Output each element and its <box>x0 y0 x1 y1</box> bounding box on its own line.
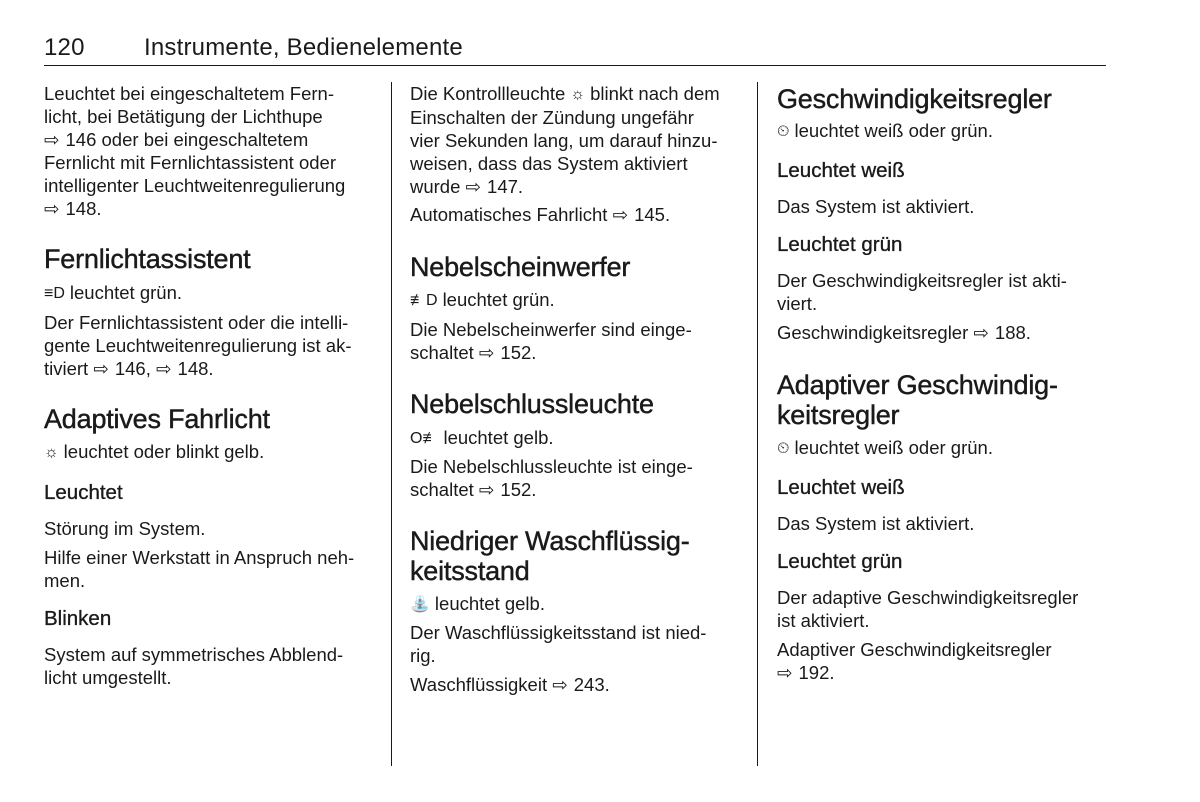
text-span: schaltet <box>410 342 474 363</box>
column-divider <box>391 82 392 766</box>
text-line <box>777 321 1109 344</box>
text-line: Fernlicht mit Fernlichtassistent oder <box>44 152 336 173</box>
status-text: leuchtet gelb. <box>434 593 545 614</box>
nebel-description <box>410 318 742 364</box>
status-line <box>777 119 1109 143</box>
section-heading-adaptiver-geschwindigkeitsregler <box>777 370 1109 430</box>
section-heading-nebelscheinwerfer: Nebelscheinwerfer <box>410 252 631 282</box>
page-reference: 152. <box>500 479 537 500</box>
subheading-leuchtet: Leuchtet <box>44 481 123 504</box>
page-reference: 152. <box>500 342 537 363</box>
text-line <box>44 128 376 151</box>
text-line: viert. <box>777 293 818 314</box>
subheading-leuchtet-weiss: Leuchtet weiß <box>777 159 905 182</box>
control-light-intro <box>410 82 742 198</box>
column-divider <box>757 82 758 766</box>
text-line <box>410 478 742 501</box>
help-text <box>44 546 376 592</box>
status-text: leuchtet gelb. <box>443 427 554 448</box>
heading-line: keitsregler <box>777 400 900 430</box>
text-span: Die Kontrollleuchte <box>410 83 566 104</box>
text-span: Geschwindigkeitsregler <box>777 322 969 343</box>
text-span: wurde <box>410 176 461 197</box>
text-span: schaltet <box>410 479 474 500</box>
rear-fog-lamp-icon: O≢ <box>410 430 439 447</box>
text-line: licht, bei Betätigung der Lichthupe <box>44 106 323 127</box>
text-line: intelligenter Leuchtweitenregulierung <box>44 175 346 196</box>
page-reference: 243. <box>573 674 610 695</box>
section-heading-fernlichtassistent: Fernlichtassistent <box>44 244 251 274</box>
text-line: licht umgestellt. <box>44 667 172 688</box>
text-span: Automatisches Fahrlicht <box>410 204 608 225</box>
cruise-control-icon: ⏲ <box>777 440 790 457</box>
status-text: leuchtet grün. <box>69 282 182 303</box>
text-line <box>410 673 742 696</box>
status-line <box>44 281 376 305</box>
text-line: Störung im System. <box>44 518 206 539</box>
arrow-icon: ⇨ <box>465 176 482 197</box>
adaptive-lighting-icon: ☼ <box>44 444 59 461</box>
high-beam-assist-icon: ≡D <box>44 285 65 302</box>
page-reference: 146 oder bei eingeschaltetem <box>65 129 309 150</box>
section-heading-waschfluessigkeit <box>410 526 742 586</box>
text-line: System auf symmetrisches Abblend- <box>44 644 344 665</box>
arrow-icon: ⇨ <box>973 322 989 343</box>
text-line <box>410 341 742 364</box>
text-line: Der Geschwindigkeitsregler ist akti- <box>777 270 1067 291</box>
agr-reference <box>777 638 1109 684</box>
chapter-title: Instrumente, Bedienelemente <box>144 34 463 61</box>
status-text: leuchtet grün. <box>442 289 555 310</box>
page-reference: 188. <box>994 322 1031 343</box>
subheading-blinken: Blinken <box>44 607 112 630</box>
status-line <box>410 288 742 312</box>
text-line: weisen, dass das System aktiviert <box>410 153 688 174</box>
status-line <box>410 592 742 616</box>
text-span: tiviert <box>44 358 89 379</box>
washer-fluid-icon: ⛲ <box>410 596 430 613</box>
section-heading-geschwindigkeitsregler: Geschwindigkeitsregler <box>777 84 1052 114</box>
text-line: Der Waschflüssigkeitsstand ist nied- <box>410 622 707 643</box>
section-heading-adaptives-fahrlicht: Adaptives Fahrlicht <box>44 404 270 434</box>
arrow-icon: ⇨ <box>156 358 172 379</box>
arrow-icon: ⇨ <box>478 342 495 363</box>
page-reference: 148. <box>65 198 102 219</box>
page-reference: 147. <box>487 176 524 197</box>
subheading-leuchtet-weiss: Leuchtet weiß <box>777 476 905 499</box>
status-line <box>777 436 1109 460</box>
cruise-control-icon: ⏲ <box>777 123 790 140</box>
subheading-leuchtet-gruen: Leuchtet grün <box>777 550 903 573</box>
text-line: gente Leuchtweitenregulierung ist ak- <box>44 335 352 356</box>
text-line <box>410 203 742 226</box>
agr-description <box>777 586 1109 632</box>
arrow-icon: ⇨ <box>44 129 60 150</box>
status-text: leuchtet weiß oder grün. <box>794 120 993 141</box>
text-line <box>777 661 1109 684</box>
heading-line: Adaptiver Geschwindig- <box>777 370 1058 400</box>
fernlicht-description <box>44 311 376 380</box>
gr-description <box>777 269 1109 315</box>
text-span: Waschflüssigkeit <box>410 674 548 695</box>
text-line: Der Fernlichtassistent oder die intelli- <box>44 312 349 333</box>
text-line: Hilfe einer Werkstatt in Anspruch neh- <box>44 547 355 568</box>
arrow-icon: ⇨ <box>777 662 793 683</box>
section-heading-nebelschlussleuchte: Nebelschlussleuchte <box>410 389 654 419</box>
heading-line: keitsstand <box>410 556 530 586</box>
status-line <box>410 426 742 450</box>
arrow-icon: ⇨ <box>478 479 495 500</box>
text-line: Die Nebelscheinwerfer sind einge- <box>410 319 692 340</box>
status-line <box>44 440 376 464</box>
nebelschluss-description <box>410 455 742 501</box>
text-line: Einschalten der Zündung ungefähr <box>410 107 694 128</box>
page-reference: 148. <box>177 358 214 379</box>
text-line <box>410 82 742 106</box>
high-beam-intro <box>44 82 376 220</box>
text-line: ist aktiviert. <box>777 610 870 631</box>
heading-line: Niedriger Waschflüssig- <box>410 526 690 556</box>
blink-text <box>44 643 376 689</box>
front-fog-lamp-icon: ≢D <box>410 292 438 309</box>
page-reference: 146, <box>114 358 151 379</box>
arrow-icon: ⇨ <box>612 204 629 225</box>
arrow-icon: ⇨ <box>552 674 568 695</box>
text-line: rig. <box>410 645 436 666</box>
status-text: leuchtet weiß oder grün. <box>794 437 993 458</box>
page-number: 120 <box>44 34 85 61</box>
text-line: Das System ist aktiviert. <box>777 196 975 217</box>
page-reference: 192. <box>798 662 835 683</box>
text-line: Die Nebelschlussleuchte ist einge- <box>410 456 693 477</box>
text-line <box>44 197 376 220</box>
text-line <box>410 175 742 198</box>
text-line: Der adaptive Geschwindigkeitsregler <box>777 587 1079 608</box>
text-line <box>44 357 376 380</box>
subheading-leuchtet-gruen: Leuchtet grün <box>777 233 903 256</box>
text-line: Leuchtet bei eingeschaltetem Fern- <box>44 83 335 104</box>
arrow-icon: ⇨ <box>44 198 60 219</box>
page-header <box>44 32 1106 66</box>
text-line: vier Sekunden lang, um darauf hinzu- <box>410 130 718 151</box>
page-reference: 145. <box>634 204 671 225</box>
text-line: Adaptiver Geschwindigkeitsregler <box>777 639 1052 660</box>
text-line: Das System ist aktiviert. <box>777 513 975 534</box>
text-span: blinkt nach dem <box>590 83 720 104</box>
text-line: men. <box>44 570 86 591</box>
arrow-icon: ⇨ <box>93 358 109 379</box>
adaptive-lighting-icon: ☼ <box>570 86 586 103</box>
wasch-description <box>410 621 742 667</box>
status-text: leuchtet oder blinkt gelb. <box>63 441 265 462</box>
